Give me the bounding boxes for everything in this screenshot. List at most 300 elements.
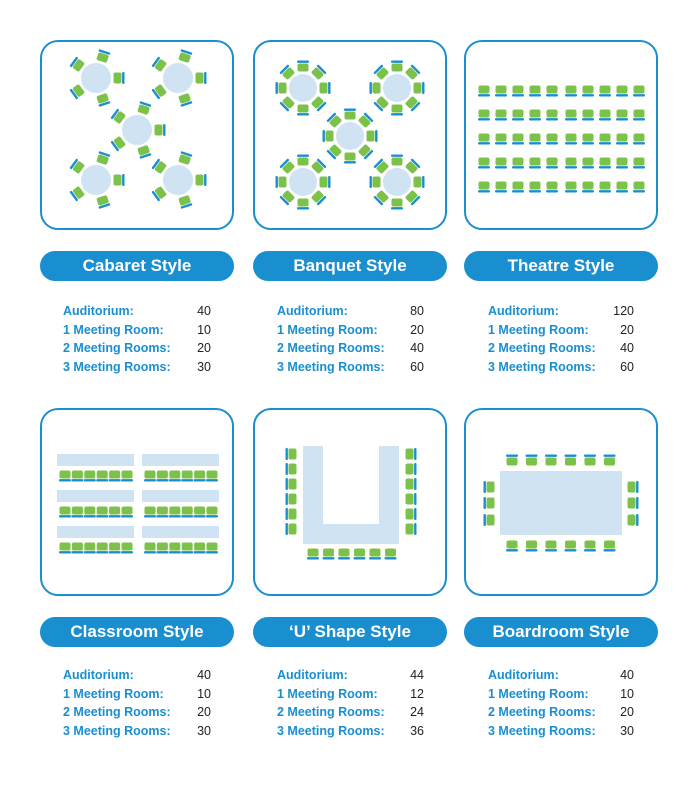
- chair-back: [391, 155, 403, 157]
- chair-seat: [157, 507, 168, 515]
- chair-icon: [169, 543, 181, 554]
- capacity-row: Auditorium: 120: [488, 304, 634, 318]
- chair-seat: [289, 494, 297, 505]
- u-shape-title: ‘U’ Shape Style: [253, 617, 447, 647]
- chair-icon: [582, 182, 594, 193]
- chair-icon: [181, 471, 193, 482]
- chair-icon: [633, 182, 645, 193]
- chair-back: [344, 109, 356, 111]
- chair-icon: [546, 86, 558, 97]
- chair-icon: [156, 471, 168, 482]
- chair-seat: [513, 182, 524, 190]
- chair-icon: [286, 508, 297, 520]
- chair-icon: [546, 110, 558, 121]
- chair-icon: [121, 507, 133, 518]
- chair-back: [545, 549, 557, 551]
- chair-back: [546, 190, 558, 192]
- chair-back: [122, 72, 124, 84]
- chair-back: [144, 515, 156, 517]
- chair-back: [599, 118, 611, 120]
- chair-icon: [546, 158, 558, 169]
- chair-back: [582, 94, 594, 96]
- capacity-row: 3 Meeting Rooms: 60: [277, 360, 424, 375]
- chair-seat: [109, 543, 120, 551]
- chair-seat: [585, 458, 596, 466]
- chair-seat: [392, 105, 403, 113]
- chair-seat: [414, 177, 422, 188]
- chair-icon: [110, 108, 126, 124]
- chair-icon: [391, 155, 403, 166]
- chair-back: [512, 166, 524, 168]
- chair-icon: [391, 199, 403, 210]
- chair-icon: [406, 493, 417, 505]
- chair-icon: [628, 514, 639, 526]
- chair-icon: [84, 543, 96, 554]
- chair-icon: [545, 455, 557, 466]
- chair-back: [582, 190, 594, 192]
- chair-seat: [194, 471, 205, 479]
- chair-back: [59, 551, 71, 553]
- chair-seat: [547, 134, 558, 142]
- chair-seat: [392, 158, 403, 166]
- chair-back: [375, 130, 377, 142]
- chair-seat: [207, 507, 218, 515]
- chair-back: [636, 514, 638, 526]
- chair-seat: [114, 73, 122, 84]
- chair-back: [163, 124, 165, 136]
- capacity-row: Auditorium: 40: [488, 668, 634, 682]
- chair-icon: [546, 134, 558, 145]
- chair-seat: [604, 541, 615, 549]
- chair-seat: [196, 175, 204, 186]
- chair-icon: [484, 514, 495, 526]
- chair-back: [59, 515, 71, 517]
- chair-seat: [157, 471, 168, 479]
- chair-seat: [122, 471, 133, 479]
- chair-seat: [145, 471, 156, 479]
- chair-back: [323, 130, 325, 142]
- chair-back: [414, 463, 416, 475]
- classroom-table: [142, 526, 219, 538]
- chair-icon: [565, 541, 577, 552]
- chair-back: [286, 523, 288, 535]
- chair-seat: [289, 509, 297, 520]
- capacity-row: 3 Meeting Rooms: 30: [488, 724, 634, 739]
- chair-icon: [323, 549, 335, 560]
- round-table: [289, 168, 317, 196]
- chair-icon: [276, 176, 287, 188]
- chair-icon: [96, 93, 111, 107]
- chair-back: [599, 94, 611, 96]
- chair-seat: [72, 543, 83, 551]
- chair-seat: [617, 134, 628, 142]
- chair-icon: [194, 471, 206, 482]
- chair-icon: [616, 158, 628, 169]
- chair-back: [422, 82, 424, 94]
- chair-seat: [566, 134, 577, 142]
- chair-icon: [344, 109, 356, 120]
- round-table: [383, 74, 411, 102]
- chair-icon: [178, 93, 193, 107]
- classroom-table: [142, 490, 219, 502]
- chair-seat: [600, 110, 611, 118]
- chair-seat: [157, 543, 168, 551]
- chair-icon: [478, 158, 490, 169]
- chair-seat: [182, 543, 193, 551]
- chair-icon: [84, 507, 96, 518]
- chair-seat: [114, 175, 122, 186]
- chair-icon: [338, 549, 350, 560]
- chair-icon: [96, 195, 111, 209]
- chair-seat: [479, 158, 490, 166]
- capacity-row: 1 Meeting Room: 12: [277, 686, 424, 701]
- chair-back: [194, 515, 206, 517]
- chair-icon: [391, 61, 403, 72]
- round-table: [163, 63, 193, 93]
- chair-back: [478, 94, 490, 96]
- chair-seat: [406, 494, 414, 505]
- chair-back: [144, 479, 156, 481]
- chair-back: [512, 190, 524, 192]
- chair-back: [604, 455, 616, 457]
- capacity-row: 3 Meeting Rooms: 60: [488, 360, 634, 375]
- chair-icon: [484, 497, 495, 509]
- chair-seat: [479, 182, 490, 190]
- chair-icon: [599, 110, 611, 121]
- chair-seat: [60, 507, 71, 515]
- chair-back: [633, 118, 645, 120]
- chair-icon: [506, 455, 518, 466]
- chair-back: [144, 551, 156, 553]
- capacity-row: 2 Meeting Rooms: 20: [63, 705, 211, 720]
- chair-icon: [71, 471, 83, 482]
- chair-icon: [144, 471, 156, 482]
- boardroom-table: [500, 471, 622, 535]
- chair-seat: [354, 549, 365, 557]
- chair-seat: [526, 541, 537, 549]
- chair-icon: [151, 56, 167, 72]
- chair-back: [206, 515, 218, 517]
- chair-seat: [196, 73, 204, 84]
- chair-back: [194, 479, 206, 481]
- chair-back: [181, 551, 193, 553]
- chair-icon: [109, 543, 121, 554]
- chair-seat: [496, 110, 507, 118]
- chair-icon: [406, 463, 417, 475]
- chair-seat: [345, 153, 356, 161]
- chair-back: [169, 551, 181, 553]
- chair-seat: [479, 110, 490, 118]
- chair-icon: [96, 49, 111, 63]
- chair-seat: [308, 549, 319, 557]
- chair-icon: [206, 471, 218, 482]
- chair-back: [422, 176, 424, 188]
- chair-icon: [96, 471, 108, 482]
- chair-seat: [169, 471, 180, 479]
- chair-seat: [145, 507, 156, 515]
- chair-back: [529, 94, 541, 96]
- chair-icon: [512, 182, 524, 193]
- chair-seat: [72, 471, 83, 479]
- chair-icon: [633, 110, 645, 121]
- chair-icon: [369, 549, 381, 560]
- chair-back: [512, 94, 524, 96]
- chair-icon: [109, 471, 121, 482]
- u-shape-table: [303, 446, 399, 544]
- chair-icon: [367, 130, 378, 142]
- chair-back: [181, 515, 193, 517]
- capacity-row: 3 Meeting Rooms: 30: [63, 724, 211, 739]
- chair-icon: [633, 158, 645, 169]
- chair-seat: [566, 182, 577, 190]
- chair-seat: [392, 199, 403, 207]
- chair-icon: [633, 134, 645, 145]
- chair-icon: [178, 49, 193, 63]
- chair-icon: [144, 543, 156, 554]
- chair-back: [169, 515, 181, 517]
- chair-icon: [307, 549, 319, 560]
- chair-seat: [122, 507, 133, 515]
- chair-back: [276, 176, 278, 188]
- chair-seat: [628, 515, 636, 526]
- chair-icon: [406, 523, 417, 535]
- chair-back: [109, 551, 121, 553]
- chair-seat: [406, 449, 414, 460]
- chair-back: [204, 72, 206, 84]
- chair-back: [546, 118, 558, 120]
- chair-seat: [583, 134, 594, 142]
- chair-seat: [97, 543, 108, 551]
- chair-seat: [513, 134, 524, 142]
- chair-back: [391, 61, 403, 63]
- cabaret-title: Cabaret Style: [40, 251, 234, 281]
- chair-back: [529, 142, 541, 144]
- capacity-row: Auditorium: 40: [63, 668, 211, 682]
- chair-back: [526, 549, 538, 551]
- capacity-row: Auditorium: 80: [277, 304, 424, 318]
- chair-back: [599, 190, 611, 192]
- chair-icon: [628, 481, 639, 493]
- chair-icon: [69, 158, 85, 174]
- chair-seat: [72, 507, 83, 515]
- chair-seat: [479, 86, 490, 94]
- round-table: [122, 115, 152, 145]
- chair-back: [156, 551, 168, 553]
- chair-seat: [496, 158, 507, 166]
- chair-back: [529, 190, 541, 192]
- chair-back: [96, 551, 108, 553]
- chair-back: [297, 207, 309, 209]
- chair-seat: [547, 158, 558, 166]
- chair-seat: [583, 110, 594, 118]
- chair-seat: [289, 479, 297, 490]
- chair-icon: [169, 507, 181, 518]
- chair-seat: [513, 86, 524, 94]
- chair-icon: [96, 543, 108, 554]
- chair-seat: [600, 134, 611, 142]
- chair-icon: [370, 82, 381, 94]
- chair-icon: [196, 174, 207, 186]
- chair-back: [604, 549, 616, 551]
- chair-back: [414, 448, 416, 460]
- chair-icon: [599, 86, 611, 97]
- chair-icon: [320, 176, 331, 188]
- chair-back: [584, 549, 596, 551]
- chair-seat: [414, 83, 422, 94]
- chair-seat: [84, 471, 95, 479]
- chair-back: [565, 190, 577, 192]
- chair-icon: [406, 478, 417, 490]
- chair-back: [484, 481, 486, 493]
- chair-icon: [582, 110, 594, 121]
- chair-back: [633, 94, 645, 96]
- chair-icon: [584, 455, 596, 466]
- chair-back: [633, 190, 645, 192]
- chair-back: [84, 515, 96, 517]
- round-table: [81, 165, 111, 195]
- chair-seat: [155, 125, 163, 136]
- chair-back: [633, 142, 645, 144]
- chair-icon: [599, 134, 611, 145]
- chair-seat: [84, 507, 95, 515]
- chair-seat: [320, 177, 328, 188]
- chair-back: [307, 557, 319, 559]
- chair-seat: [566, 110, 577, 118]
- chair-back: [478, 190, 490, 192]
- chair-back: [599, 166, 611, 168]
- chair-seat: [345, 112, 356, 120]
- chair-icon: [297, 105, 309, 116]
- chair-icon: [414, 176, 425, 188]
- chair-icon: [110, 135, 126, 151]
- chair-icon: [584, 541, 596, 552]
- chair-icon: [495, 158, 507, 169]
- chair-icon: [512, 110, 524, 121]
- chair-icon: [69, 56, 85, 72]
- chair-seat: [392, 64, 403, 72]
- chair-back: [391, 113, 403, 115]
- chair-back: [495, 142, 507, 144]
- chair-back: [71, 515, 83, 517]
- chair-seat: [373, 83, 381, 94]
- chair-back: [616, 166, 628, 168]
- chair-back: [414, 493, 416, 505]
- chair-back: [122, 174, 124, 186]
- chair-back: [156, 515, 168, 517]
- chair-icon: [354, 549, 366, 560]
- round-table: [383, 168, 411, 196]
- chair-back: [545, 455, 557, 457]
- chair-back: [391, 207, 403, 209]
- chair-icon: [276, 82, 287, 94]
- chair-back: [385, 557, 397, 559]
- chair-icon: [114, 72, 125, 84]
- chair-seat: [513, 158, 524, 166]
- chair-seat: [385, 549, 396, 557]
- chair-seat: [145, 543, 156, 551]
- banquet-diagram: [253, 40, 447, 230]
- chair-icon: [565, 455, 577, 466]
- chair-seat: [169, 543, 180, 551]
- capacity-row: 1 Meeting Room: 20: [277, 322, 424, 337]
- chair-seat: [546, 541, 557, 549]
- chair-back: [565, 118, 577, 120]
- capacity-row: 1 Meeting Room: 10: [63, 322, 211, 337]
- chair-seat: [60, 471, 71, 479]
- boardroom-title: Boardroom Style: [464, 617, 658, 647]
- chair-icon: [495, 134, 507, 145]
- u-shape-capacity: [277, 666, 424, 741]
- chair-back: [323, 557, 335, 559]
- chair-back: [616, 94, 628, 96]
- chair-back: [546, 166, 558, 168]
- chair-back: [414, 478, 416, 490]
- chair-back: [565, 455, 577, 457]
- chair-icon: [529, 134, 541, 145]
- capacity-row: 2 Meeting Rooms: 24: [277, 705, 424, 720]
- chair-seat: [600, 86, 611, 94]
- chair-back: [478, 166, 490, 168]
- chair-icon: [582, 158, 594, 169]
- chair-seat: [583, 182, 594, 190]
- chair-icon: [529, 182, 541, 193]
- chair-icon: [156, 507, 168, 518]
- chair-seat: [339, 549, 350, 557]
- chair-icon: [506, 541, 518, 552]
- chair-seat: [507, 541, 518, 549]
- chair-icon: [286, 478, 297, 490]
- chair-icon: [633, 86, 645, 97]
- chair-back: [370, 82, 372, 94]
- chair-icon: [71, 543, 83, 554]
- chair-icon: [59, 507, 71, 518]
- chair-seat: [487, 515, 495, 526]
- chair-back: [582, 142, 594, 144]
- chair-icon: [286, 493, 297, 505]
- chair-icon: [478, 110, 490, 121]
- chair-back: [370, 176, 372, 188]
- chair-icon: [565, 110, 577, 121]
- chair-back: [616, 142, 628, 144]
- chair-back: [582, 118, 594, 120]
- chair-seat: [547, 86, 558, 94]
- chair-seat: [320, 83, 328, 94]
- chair-seat: [406, 464, 414, 475]
- chair-icon: [545, 541, 557, 552]
- chair-back: [156, 479, 168, 481]
- chair-seat: [604, 458, 615, 466]
- classroom-table: [142, 454, 219, 466]
- chair-back: [633, 166, 645, 168]
- chair-seat: [566, 86, 577, 94]
- chair-icon: [69, 83, 85, 99]
- chair-icon: [320, 82, 331, 94]
- chair-seat: [617, 158, 628, 166]
- classroom-title: Classroom Style: [40, 617, 234, 647]
- chair-seat: [323, 549, 334, 557]
- chair-icon: [526, 455, 538, 466]
- chair-icon: [181, 543, 193, 554]
- chair-icon: [582, 86, 594, 97]
- chair-seat: [182, 471, 193, 479]
- chair-seat: [406, 509, 414, 520]
- chair-seat: [84, 543, 95, 551]
- chair-icon: [71, 507, 83, 518]
- chair-back: [286, 463, 288, 475]
- chair-back: [565, 94, 577, 96]
- chair-back: [495, 118, 507, 120]
- chair-icon: [478, 86, 490, 97]
